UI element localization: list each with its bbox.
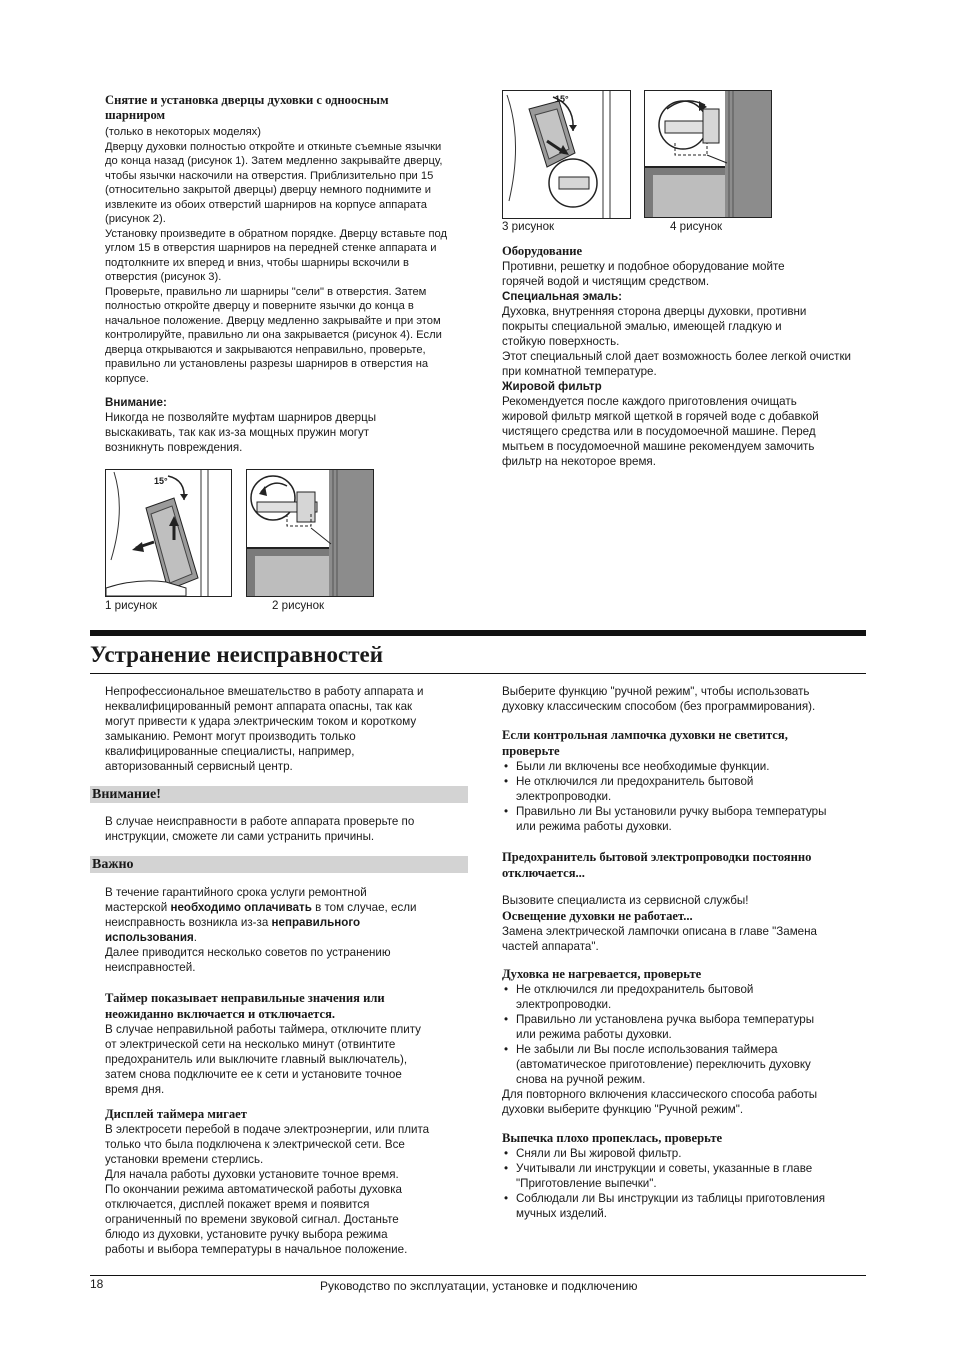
door-removal-section	[105, 93, 475, 455]
fuse-text: Вызовите специалиста из сервисной службы!	[502, 893, 749, 907]
timer-block: Таймер показывает неправильные значения или неожиданно включается и отключается. В случае неправильной работы таймера, отключите плиту от электрической сети на несколько минут (отвинтите предохранитель или выключите главный выключатель), затем снова подключите ее к сети и установите точное время дня.	[105, 990, 470, 1097]
display-text: В электросети перебой в подаче электроэнергии, или плита только что была подключена к электрической сети. Все установки времени стерлись. Для начала работы духовки установите точное время. По окончании режима автоматической работы духовка отключается, дисплей покажет время и появится ограниченный по времени звуковой сигнал. Достаньте блюдо из духовки, установите ручку выбора режима работы и выбора температуры в начальное положение.	[105, 1123, 430, 1256]
figure-4-caption: 4 рисунок	[670, 220, 723, 233]
filter-label: Жировой фильтр	[502, 380, 602, 393]
manual-mode-text: Выберите функцию "ручной режим", чтобы использовать духовку классическим способом (без программирования).	[502, 685, 816, 713]
figure-2-caption: 2 рисунок	[272, 599, 325, 612]
figure-2-hinge-detail	[246, 469, 374, 597]
attention-bar: Внимание!	[90, 786, 468, 803]
section-underline	[90, 673, 866, 674]
light-block: Освещение духовки не работает... Замена электрической лампочки описана в главе "Замена частей аппарата".	[502, 909, 872, 954]
figure-1-caption: 1 рисунок	[105, 599, 158, 612]
list-item: • Сняли ли Вы жировой фильтр.	[502, 1146, 872, 1161]
fuse-block: Предохранитель бытовой электропроводки постоянно отключается... Вызовите специалиста из сервисной службы!	[502, 849, 872, 919]
bake-checklist	[502, 1146, 872, 1221]
attention-text: В случае неисправности в работе аппарата проверьте по инструкции, сможете ли сами устранить причины.	[105, 815, 415, 843]
equipment-text: Противни, решетку и подобное оборудование мойте горячей водой и чистящим средством.	[502, 260, 785, 288]
list-item: • Учитывали ли инструкции и советы, указанные в главе "Приготовление выпечки".	[502, 1161, 872, 1191]
door-attention-label: Внимание:	[105, 396, 167, 409]
heat-block: Духовка не нагревается, проверьте • Не отключился ли предохранитель бытовой электропроводки. • Правильно ли установлена ручка выбора температуры или режима работы духовки. • Не забыли ли Вы после использования таймера (автоматическое приготовление) переключить духовку снова на ручной режим. Для повторного включения классического способа работы духовки выберите функцию "Ручной режим".	[502, 967, 872, 1117]
door-attention-text: Никогда не позволяйте муфтам шарниров дверцы выскакивать, так как из-за мощных пружин могут возникнуть повреждения.	[105, 411, 377, 454]
figure-3-caption: 3 рисунок	[502, 220, 555, 233]
figure-3-door-insert	[502, 90, 631, 219]
timer-text: В случае неправильной работы таймера, отключите плиту от электрической сети на несколько минут (отвинтите предохранитель или выключите главный выключатель), затем снова подключите ее к сети и установите точное время дня.	[105, 1023, 421, 1096]
figure-3-angle: 15°	[555, 94, 569, 104]
footer-rule	[90, 1275, 866, 1276]
door-removal-title: Снятие и установка дверцы духовки с одноосным шарниром	[105, 93, 389, 122]
heat-after-text: Для повторного включения классического способа работы духовки выберите функцию "Ручной режим".	[502, 1088, 818, 1116]
figure-1-door-open	[105, 469, 232, 597]
heat-checklist	[502, 982, 872, 1087]
important-bar: Важно	[90, 856, 468, 873]
list-item: • Не отключился ли предохранитель бытовой электропроводки.	[502, 774, 872, 804]
lamp-checklist	[502, 759, 872, 834]
important-text: В течение гарантийного срока услуги ремонтной мастерской необходимо оплачивать в том случае, если неисправность возникла из-за неправильного использования. Далее приводится несколько советов по устранению неисправностей.	[105, 886, 417, 974]
list-item: • Не забыли ли Вы после использования таймера (автоматическое приготовление) переключить духовку снова на ручной режим.	[502, 1042, 872, 1087]
section-title: Устранение неисправностей	[90, 642, 384, 667]
bake-block: Выпечка плохо пропеклась, проверьте • Сняли ли Вы жировой фильтр. • Учитывали ли инструкции и советы, указанные в главе "Приготовление выпечки". • Соблюдали ли Вы инструкции из таблицы приготовления мучных изделий.	[502, 1131, 872, 1221]
footer-text: Руководство по эксплуатации, установке и подключению	[320, 1279, 638, 1293]
list-item: • Правильно ли Вы установили ручку выбора температуры или режима работы духовки.	[502, 804, 872, 834]
display-block: Дисплей таймера мигает В электросети перебой в подаче электроэнергии, или плита только что была подключена к электрической сети. Все установки времени стерлись. Для начала работы духовки установите точное время. По окончании режима автоматической работы духовка отключается, дисплей покажет время и появится ограниченный по времени звуковой сигнал. Достаньте блюдо из духовки, установите ручку выбора режима работы и выбора температуры в начальное положение.	[105, 1107, 470, 1257]
list-item: • Были ли включены все необходимые функции.	[502, 759, 872, 774]
light-text: Замена электрической лампочки описана в главе "Замена частей аппарата".	[502, 925, 817, 953]
enamel-text: Духовка, внутренняя сторона дверцы духовки, противни покрыты специальной эмалью, имеющей гладкую и стойкую поверхность. Этот специальный слой дает возможность более легкой очистки при комнатной температуре.	[502, 305, 852, 378]
section-rule	[90, 630, 866, 636]
list-item: • Правильно ли установлена ручка выбора температуры или режима работы духовки.	[502, 1012, 872, 1042]
figure-1-angle: 15°	[154, 476, 168, 486]
door-removal-text: (только в некоторых моделях) Дверцу духовки полностью откройте и откиньте съемные язычки до конца назад (рисунок 1). Затем медленно закрывайте дверцу, чтобы язычки наскочили на отверстия. Приблизительно при 15 (относительно закрытой дверцы) дверцу немного поднимите и извлеките из обоих отверстий шарниров на корпусе аппарата (рисунок 2). Установку произведите в обратном порядке. Дверцу вставьте под углом 15 в отверстия шарниров на передней стенке аппарата и подтолкните их вперед и вниз, чтобы шарниры вскочили в отверстия (рисунок 3). Проверьте, правильно ли шарниры "сели" в отверстия. Затем полностью откройте дверцу и поверните язычки до конца в начальное положение. Дверцу медленно закрывайте и при этом контролируйте, правильно ли она закрывается (рисунок 4). Если дверца открываются и закрываются неправильно, проверьте, правильно ли установлены разрезы шарниров в отверстия на корпусе.	[105, 126, 448, 385]
filter-text: Рекомендуется после каждого приготовления очищать жировой фильтр мягкой щеткой в горячей воде с добавкой чистящего средства или в посудомоечной машине. Перед мытьем в посудомоечной машине рекомендуем замочить фильтр на некоторое время.	[502, 395, 819, 468]
lamp-block: Если контрольная лампочка духовки не светится, проверьте • Были ли включены все необходимые функции. • Не отключился ли предохранитель бытовой электропроводки. • Правильно ли Вы установили ручку выбора температуры или режима работы духовки.	[502, 727, 872, 834]
list-item: • Соблюдали ли Вы инструкции из таблицы приготовления мучных изделий.	[502, 1191, 872, 1221]
intro-text: Непрофессиональное вмешательство в работу аппарата и неквалифицированный ремонт аппарата опасны, так как могут привести к удара электрическим током и короткому замыканию. Ремонт могут производить только квалифицированные специалисты, например, авторизованный сервисный центр.	[105, 685, 424, 773]
page-number: 18	[90, 1277, 104, 1291]
list-item: • Не отключился ли предохранитель бытовой электропроводки.	[502, 982, 872, 1012]
care-section	[502, 244, 872, 469]
equipment-title: Оборудование	[502, 244, 583, 258]
figure-4-hinge-check	[644, 90, 772, 218]
enamel-label: Специальная эмаль:	[502, 290, 622, 303]
